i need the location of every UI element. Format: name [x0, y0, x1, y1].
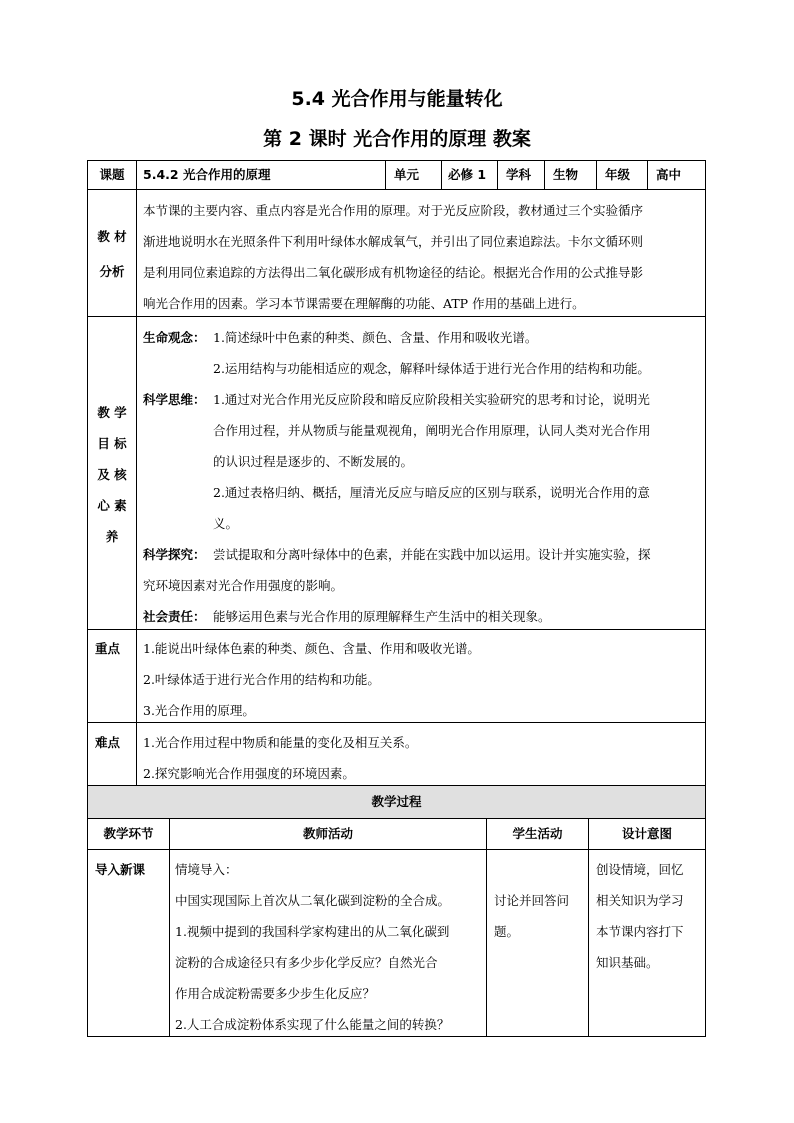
- teacher-line: 中国实现国际上首次从二氧化碳到淀粉的全合成。: [175, 893, 451, 908]
- science-inquiry-b: 究环境因素对光合作用强度的影响。: [143, 578, 344, 593]
- analysis-line: 是利用同位素追踪的方法得出二氧化碳形成有机物途径的结论。根据光合作用的公式推导影: [143, 265, 644, 280]
- goals-label-line: 及 核: [97, 467, 127, 482]
- teacher-line: 1.视频中提到的我国科学家构建出的从二氧化碳到: [175, 924, 450, 939]
- student-line: 讨论并回答问: [494, 893, 570, 908]
- key-point-item: 1.能说出叶绿体色素的种类、颜色、含量、作用和吸收光谱。: [143, 641, 480, 656]
- social-responsibility-a: 能够运用色素与光合作用的原理解释生产生活中的相关现象。: [213, 609, 551, 624]
- goals-label-line: 目 标: [97, 436, 127, 451]
- document-subtitle: 第 2 课时 光合作用的原理 教案: [263, 128, 531, 150]
- document-title: 5.4 光合作用与能量转化: [291, 88, 503, 110]
- label-grade: 年级: [596, 160, 648, 190]
- life-concept-label: 生命观念：: [143, 330, 206, 345]
- grade-value: 高中: [647, 160, 706, 190]
- intent-line: 创设情境，回忆: [596, 862, 684, 877]
- student-cell: [486, 849, 589, 1037]
- key-point-item: 2.叶绿体适于进行光合作用的结构和功能。: [143, 672, 380, 687]
- teacher-line: 作用合成淀粉需要多少步生化反应？: [175, 986, 376, 1001]
- teacher-line: 情境导入：: [175, 862, 238, 877]
- unit-value: 必修 1: [441, 160, 498, 190]
- difficulty-item: 2.探究影响光合作用强度的环境因素。: [143, 766, 355, 781]
- teacher-line: 2.人工合成淀粉体系实现了什么能量之间的转换？: [175, 1017, 450, 1032]
- topic-value: 5.4.2 光合作用的原理: [136, 160, 386, 190]
- analysis-line: 本节课的主要内容、重点内容是光合作用的原理。对于光反应阶段，教材通过三个实验循序: [143, 203, 644, 218]
- science-inquiry-label: 科学探究：: [143, 547, 206, 562]
- col-teacher-header: 教师活动: [169, 818, 487, 850]
- life-concept-1: 1.简述绿叶中色素的种类、颜色、含量、作用和吸收光谱。: [213, 330, 538, 345]
- analysis-line: 响光合作用的因素。学习本节课需要在理解酶的功能、ATP 作用的基础上进行。: [143, 296, 585, 311]
- col-stage-header: 教学环节: [87, 818, 170, 850]
- science-thinking-1c: 的认识过程是逐步的、不断发展的。: [213, 454, 414, 469]
- difficulties-label-cell: [87, 722, 137, 786]
- intent-line: 本节课内容打下: [596, 924, 684, 939]
- teacher-line: 淀粉的合成途径只有多少步化学反应？自然光合: [175, 955, 438, 970]
- process-header: 教学过程: [87, 785, 706, 819]
- key-point-item: 3.光合作用的原理。: [143, 703, 255, 718]
- label-topic: 课题: [87, 160, 137, 190]
- goals-label-line: 心 素: [97, 498, 127, 513]
- goals-label-line: 教 学: [97, 405, 127, 420]
- intent-line: 知识基础。: [596, 955, 659, 970]
- life-concept-2: 2.运用结构与功能相适应的观念，解释叶绿体适于进行光合作用的结构和功能。: [213, 361, 650, 376]
- col-student-header: 学生活动: [486, 818, 589, 850]
- difficulties-label: 难点: [95, 735, 121, 750]
- science-inquiry-a: 尝试提取和分离叶绿体中的色素，并能在实践中加以运用。设计并实施实验，探: [213, 547, 651, 562]
- intent-line: 相关知识为学习: [596, 893, 684, 908]
- label-unit: 单元: [385, 160, 442, 190]
- science-thinking-2a: 2.通过表格归纳、概括，厘清光反应与暗反应的区别与联系，说明光合作用的意: [213, 485, 650, 500]
- key-points-label: 重点: [95, 641, 121, 656]
- analysis-label-cell: [87, 189, 137, 317]
- science-thinking-1a: 1.通过对光合作用光反应阶段和暗反应阶段相关实验研究的思考和讨论，说明光: [213, 392, 650, 407]
- analysis-label-b: 分析: [99, 264, 125, 279]
- goals-label-line: 养: [105, 529, 119, 544]
- student-line: 题。: [494, 924, 520, 939]
- label-subject: 学科: [497, 160, 545, 190]
- science-thinking-label: 科学思维：: [143, 392, 206, 407]
- analysis-label-a: 教 材: [97, 229, 127, 244]
- col-intent-header: 设计意图: [588, 818, 706, 850]
- science-thinking-2b: 义。: [213, 516, 239, 531]
- subject-value: 生物: [544, 160, 597, 190]
- stage-name: 导入新课: [95, 862, 146, 877]
- analysis-line: 渐进地说明水在光照条件下利用叶绿体水解成氧气，并引出了同位素追踪法。卡尔文循环则: [143, 234, 644, 249]
- social-responsibility-label: 社会责任：: [143, 609, 206, 624]
- science-thinking-1b: 合作用过程，并从物质与能量观视角，阐明光合作用原理，认同人类对光合作用: [213, 423, 651, 438]
- difficulty-item: 1.光合作用过程中物质和能量的变化及相互关系。: [143, 735, 418, 750]
